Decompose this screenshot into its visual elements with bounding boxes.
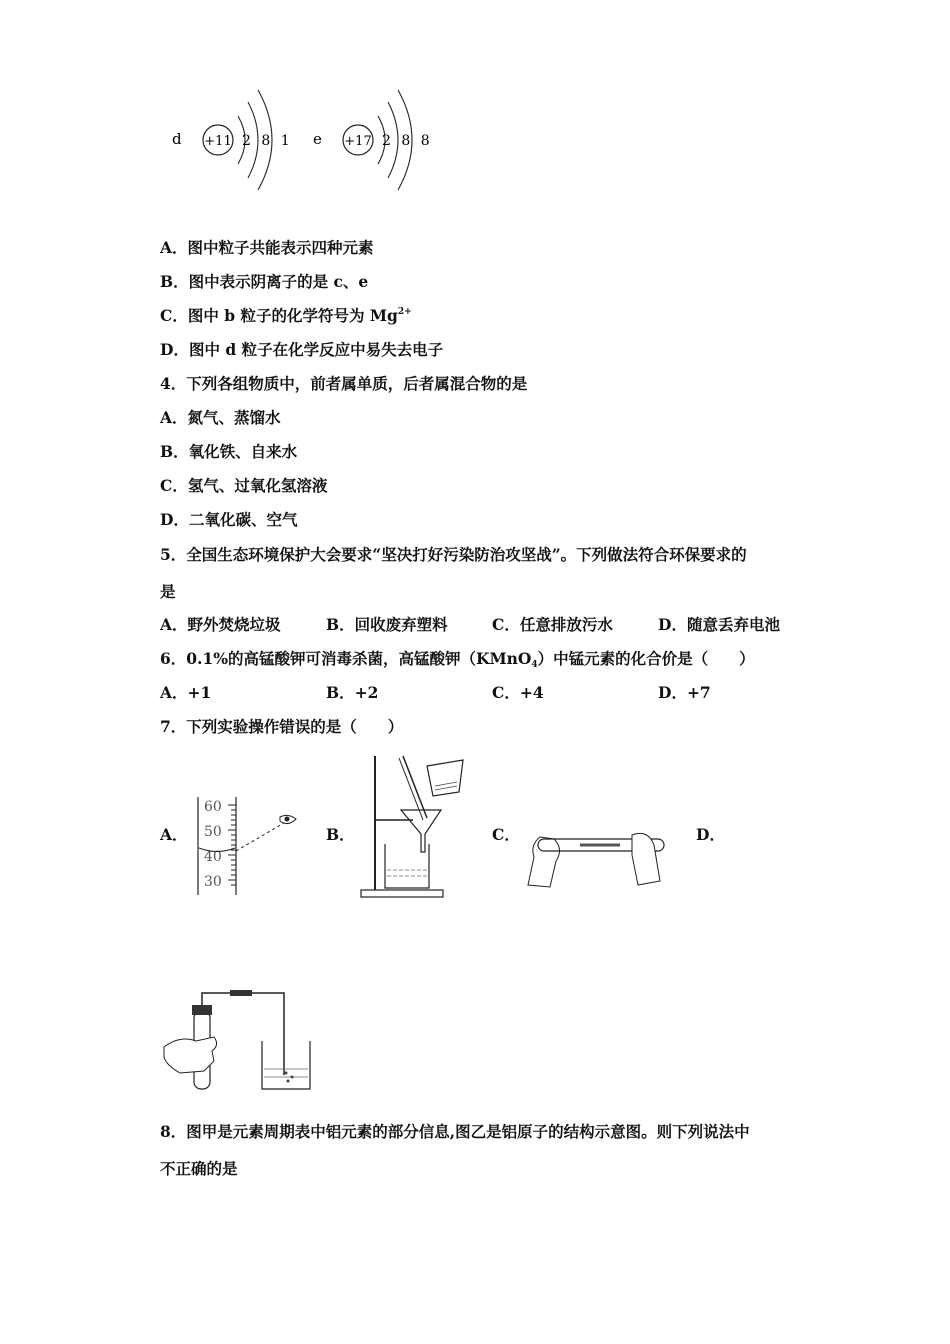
cylinder-tick-50: 50 <box>204 824 222 840</box>
pouring-beaker-icon <box>427 760 463 796</box>
q5-option-c: C．任意排放污水 <box>492 615 613 634</box>
atom-diagrams-svg <box>160 80 460 200</box>
q3-option-c <box>160 304 412 326</box>
right-hand-icon <box>632 833 660 885</box>
left-hand-icon <box>528 837 560 887</box>
q3-option-c-charge: 2+ <box>397 307 412 317</box>
q5-option-b: B．回收废弃塑料 <box>326 615 448 634</box>
rubber-stopper <box>192 1005 212 1015</box>
test-tube-svg <box>520 815 670 895</box>
q7-label-d: D． <box>696 825 725 844</box>
cylinder-tick-30: 30 <box>204 874 222 890</box>
q6-stem <box>160 647 755 670</box>
q8-stem-line1: 8．图甲是元素周期表中铝元素的部分信息,图乙是铝原子的结构示意图。则下列说法中 <box>160 1122 750 1141</box>
q4-option-b: B．氧化铁、自来水 <box>160 442 298 461</box>
beaker-liquid <box>387 870 427 876</box>
filtration-svg <box>355 752 470 902</box>
atom-e-electrons: 2 8 8 <box>382 133 433 149</box>
q4-option-d: D．二氧化碳、空气 <box>160 510 298 529</box>
sight-line <box>236 823 284 851</box>
q7-figure-d-airtightness <box>160 985 320 1095</box>
cylinder-tick-60: 60 <box>204 799 222 815</box>
q6-stem-part1: 6．0.1%的高锰酸钾可消毒杀菌，高锰酸钾（KMnO <box>160 649 532 668</box>
q6-option-d: D．+7 <box>658 683 711 702</box>
water-beaker-icon <box>262 1041 310 1089</box>
atom-d-electrons: 2 8 1 <box>242 133 293 149</box>
cylinder-svg <box>196 795 306 900</box>
q3-option-a: A．图中粒子共能表示四种元素 <box>160 238 374 257</box>
atom-d-nucleus-charge: +11 <box>204 134 232 149</box>
q5-option-d: D．随意丢弃电池 <box>658 615 780 634</box>
q5-stem-line2: 是 <box>160 582 176 601</box>
delivery-tube <box>202 993 284 1075</box>
q7-figure-a-cylinder <box>196 795 306 900</box>
q6-option-a: A．+1 <box>160 683 212 702</box>
atom-d-label: d <box>172 130 182 148</box>
q3-option-b: B．图中表示阴离子的是 c、e <box>160 272 369 291</box>
eye-pupil-icon <box>285 817 290 822</box>
q3-option-d: D．图中 d 粒子在化学反应中易失去电子 <box>160 340 444 359</box>
q4-option-a: A．氮气、蒸馏水 <box>160 408 281 427</box>
q7-label-c: C． <box>492 825 520 844</box>
funnel-icon <box>401 810 441 852</box>
tube-connector <box>230 990 252 996</box>
glass-rod <box>403 756 427 818</box>
atom-structure-diagrams <box>160 80 460 200</box>
q5-option-a: A．野外焚烧垃圾 <box>160 615 281 634</box>
q6-option-c: C．+4 <box>492 683 544 702</box>
q3-option-c-text: C．图中 b 粒子的化学符号为 Mg <box>160 306 398 325</box>
q4-stem: 4．下列各组物质中，前者属单质，后者属混合物的是 <box>160 374 528 393</box>
q6-stem-subscript: 4 <box>531 660 538 670</box>
q7-figure-b-filtration <box>355 752 470 902</box>
hand-icon <box>164 1037 217 1073</box>
airtightness-svg <box>160 985 320 1095</box>
q7-label-a: A． <box>160 825 188 844</box>
q7-figure-c-test-tube <box>520 815 670 895</box>
q6-stem-part2: ）中锰元素的化合价是（ ） <box>537 649 755 668</box>
glass-rod-edge <box>399 758 423 820</box>
pouring-beaker-lines <box>435 782 457 790</box>
q5-stem-line1: 5．全国生态环境保护大会要求“坚决打好污染防治攻坚战”。下列做法符合环保要求的 <box>160 545 747 564</box>
q8-stem-line2: 不正确的是 <box>160 1159 238 1178</box>
cylinder-tick-40: 40 <box>204 849 222 865</box>
receiving-beaker-icon <box>385 844 429 888</box>
atom-e-label: e <box>313 130 322 148</box>
atom-e-nucleus-charge: +17 <box>344 134 372 149</box>
q7-label-b: B． <box>326 825 355 844</box>
stand-base <box>361 890 443 897</box>
cylinder-ticks <box>228 805 236 885</box>
q7-stem: 7．下列实验操作错误的是（ ） <box>160 717 404 736</box>
q6-option-b: B．+2 <box>326 683 379 702</box>
q4-option-c: C．氢气、过氧化氢溶液 <box>160 476 328 495</box>
